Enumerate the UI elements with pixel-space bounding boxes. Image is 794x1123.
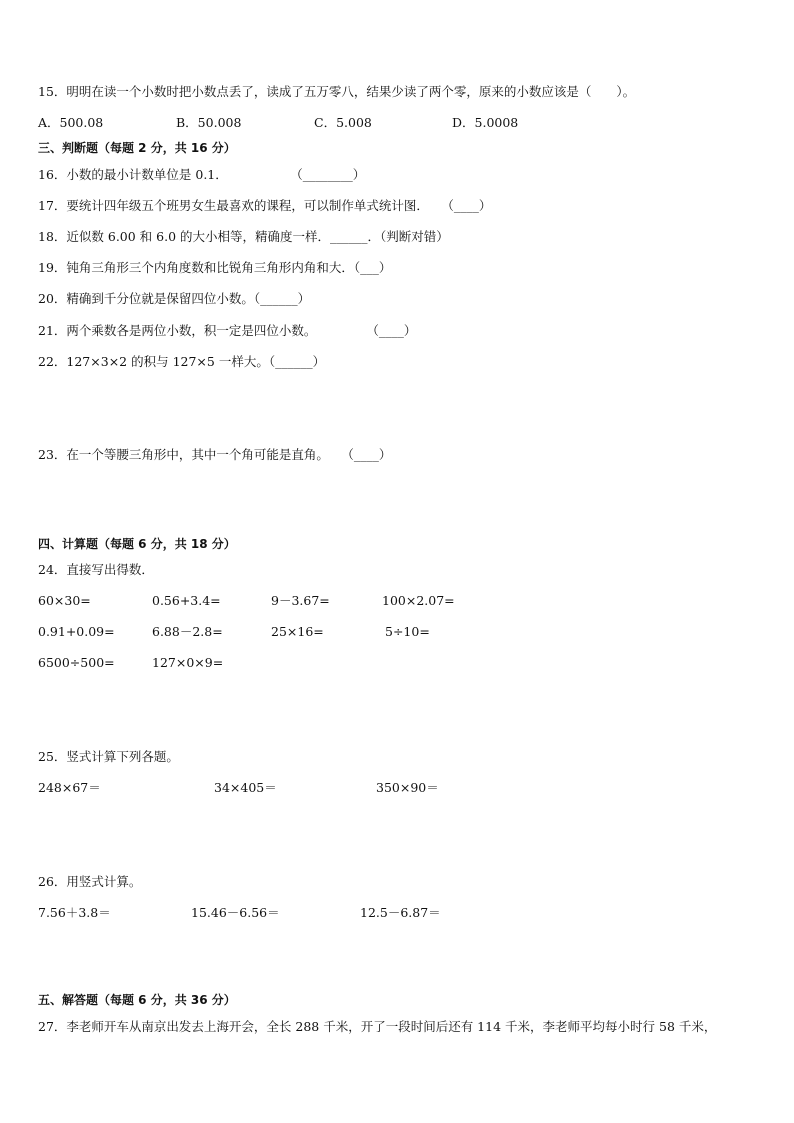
- section-4-heading: 四、计算题（每题 6 分，共 18 分）: [38, 537, 236, 551]
- section-5-heading: 五、解答题（每题 6 分，共 36 分）: [38, 993, 236, 1007]
- question-23: 23．在一个等腰三角形中，其中一个角可能是直角。 （____）: [38, 447, 392, 462]
- calc-item: 12.5－6.87＝: [360, 905, 441, 920]
- calc-item: 7.56＋3.8＝: [38, 905, 111, 920]
- calc-item: 350×90＝: [376, 780, 439, 795]
- question-19: 19．钝角三角形三个内角度数和比锐角三角形内角和大．（___）: [38, 260, 392, 275]
- question-21: 21．两个乘数各是两位小数，积一定是四位小数。 （____）: [38, 323, 417, 338]
- question-22: 22．127×3×2 的积与 127×5 一样大。（______）: [38, 354, 326, 369]
- section-3-heading: 三、判断题（每题 2 分，共 16 分）: [38, 141, 236, 155]
- calc-item: 248×67＝: [38, 780, 101, 795]
- calc-item: 0.56+3.4=: [152, 593, 221, 608]
- question-18: 18．近似数 6.00 和 6.0 的大小相等，精确度一样．______．（判断对错）: [38, 229, 449, 244]
- option-c: C．5.008: [314, 115, 372, 130]
- question-26-prompt: 26．用竖式计算。: [38, 874, 142, 889]
- option-b: B．50.008: [176, 115, 242, 130]
- option-d: D．5.0008: [452, 115, 519, 130]
- calc-item: 100×2.07=: [382, 593, 455, 608]
- calc-item: 60×30=: [38, 593, 91, 608]
- question-15-stem: 15．明明在读一个小数时把小数点丢了，读成了五万零八，结果少读了两个零，原来的小数应该是（ ）。: [38, 84, 636, 99]
- calc-item: 6500÷500=: [38, 655, 115, 670]
- calc-item: 5÷10=: [385, 624, 430, 639]
- calc-item: 34×405＝: [214, 780, 277, 795]
- question-27: 27．李老师开车从南京出发去上海开会，全长 288 千米，开了一段时间后还有 114 千米，李老师平均每小时行 58 千米，: [38, 1019, 717, 1034]
- option-a: A．500.08: [38, 115, 104, 130]
- calc-item: 6.88－2.8=: [152, 624, 223, 639]
- calc-item: 127×0×9=: [152, 655, 224, 670]
- calc-item: 0.91+0.09=: [38, 624, 115, 639]
- question-20: 20．精确到千分位就是保留四位小数。（______）: [38, 291, 311, 306]
- calc-item: 9－3.67=: [271, 593, 330, 608]
- calc-item: 25×16=: [271, 624, 324, 639]
- question-25-prompt: 25．竖式计算下列各题。: [38, 749, 179, 764]
- calc-item: 15.46－6.56＝: [191, 905, 280, 920]
- question-16: 16．小数的最小计数单位是 0.1． （________）: [38, 167, 366, 182]
- question-24-prompt: 24．直接写出得数．: [38, 562, 154, 577]
- question-17: 17．要统计四年级五个班男女生最喜欢的课程，可以制作单式统计图． （____）: [38, 198, 492, 213]
